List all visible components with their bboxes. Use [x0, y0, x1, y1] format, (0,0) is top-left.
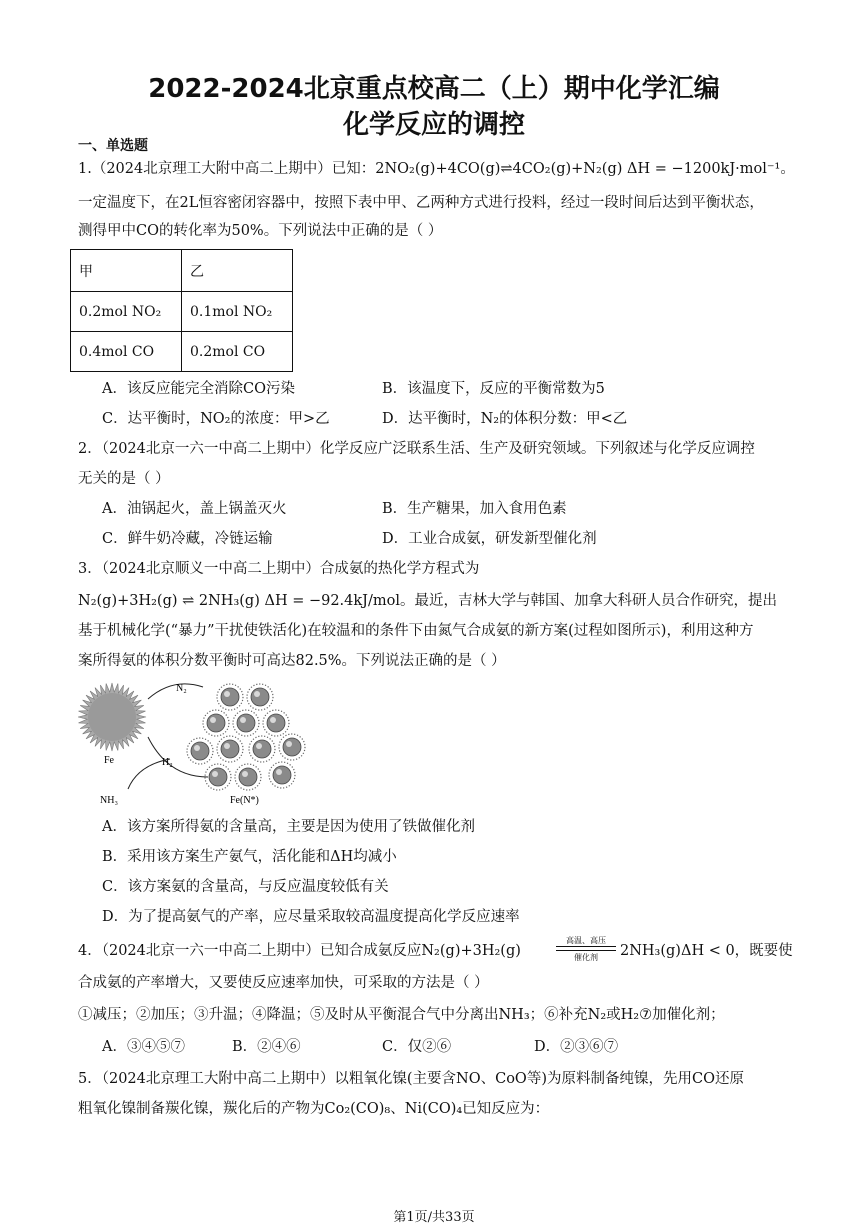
q4-stem-line2: 合成氨的产率增大，又要使反应速率加快，可采取的方法是（ ） [78, 975, 489, 991]
arrow-top-label: 高温、高压 [566, 936, 606, 945]
q3-option-b: B．采用该方案生产氨气，活化能和ΔH均减小 [102, 849, 397, 865]
q2-stem-line2: 无关的是（ ） [78, 471, 170, 487]
q1-option-d: D．达平衡时，N₂的体积分数：甲<乙 [382, 411, 628, 427]
q2-option-c: C．鲜牛奶冷藏，冷链运输 [102, 531, 273, 547]
q4-option-d: D．②③⑥⑦ [534, 1039, 619, 1055]
fe-atom [209, 768, 227, 786]
q1-stem-line3: 测得甲中CO的转化率为50%。下列说法中正确的是（ ） [78, 223, 443, 239]
fe-atom [221, 740, 239, 758]
q2-option-a: A．油锅起火，盖上锅盖灭火 [102, 501, 287, 517]
fe-atom-highlight [256, 743, 262, 749]
q3-option-a: A．该方案所得氨的含量高，主要是因为使用了铁做催化剂 [102, 819, 475, 835]
table-cell: 甲 [71, 250, 182, 292]
fe-atom-highlight [270, 717, 276, 723]
table-row [71, 250, 293, 292]
fe-atom [221, 688, 239, 706]
table-row [71, 292, 293, 332]
table-cell: 0.2mol CO [182, 332, 293, 372]
q3-stem-line4: 案所得氨的体积分数平衡时可高达82.5%。下列说法正确的是（ ） [78, 653, 506, 669]
q1-feed-table [70, 249, 293, 372]
q1-option-b: B．该温度下，反应的平衡常数为5 [382, 381, 605, 397]
fe-atom [267, 714, 285, 732]
q3-stem-line3: 基于机械化学(“暴力”干扰使铁活化)在较温和的条件下由氮气合成氨的新方案(过程如图所示)，利用这种方 [78, 623, 754, 639]
q1-stem-line2: 一定温度下，在2L恒容密闭容器中，按照下表中甲、乙两种方式进行投料，经过一段时间后达到平衡状态， [78, 195, 764, 211]
fe-atom-highlight [212, 771, 218, 777]
fe-atom-highlight [224, 691, 230, 697]
q3-stem-line1: 3．（2024北京顺义一中高二上期中）合成氨的热化学方程式为 [78, 561, 480, 577]
fe-atom [207, 714, 225, 732]
fe-atom [237, 714, 255, 732]
fe-atom [283, 738, 301, 756]
page-title: 2022-2024北京重点校高二（上）期中化学汇编 [148, 74, 720, 104]
table-cell: 乙 [182, 250, 293, 292]
fe-atom-highlight [254, 691, 260, 697]
ammonia-synthesis-figure [78, 677, 318, 807]
q4-condition-arrow [556, 936, 616, 962]
q2-option-b: B．生产糖果，加入食用色素 [382, 501, 567, 517]
fe-atom-highlight [276, 769, 282, 775]
q3-option-c: C．该方案氨的含量高，与反应温度较低有关 [102, 879, 389, 895]
q4-option-a: A．③④⑤⑦ [102, 1039, 185, 1055]
table-cell: 0.4mol CO [71, 332, 182, 372]
fe-atom-highlight [242, 771, 248, 777]
h2-label: H₂ [162, 757, 173, 768]
fe-atom [251, 688, 269, 706]
fen-label: Fe(N*) [230, 795, 259, 806]
fe-atom-highlight [286, 741, 292, 747]
q4-stem-line3: ①减压；②加压；③升温；④降温；⑤及时从平衡混合气中分离出NH₃；⑥补充N₂或H₂⑦加催化剂； [78, 1007, 725, 1023]
fe-atom [239, 768, 257, 786]
q1-option-a: A．该反应能完全消除CO污染 [102, 381, 295, 397]
fe-atom [191, 742, 209, 760]
table-cell: 0.2mol NO₂ [71, 292, 182, 332]
q3-stem-line2: N₂(g)+3H₂(g) ⇌ 2NH₃(g) ΔH = −92.4kJ/mol。最近，吉林大学与韩国、加拿大科研人员合作研究，提出 [78, 593, 777, 609]
q1-option-c: C．达平衡时，NO₂的浓度：甲>乙 [102, 411, 330, 427]
q3-option-d: D．为了提高氨气的产率，应尽量采取较高温度提高化学反应速率 [102, 909, 520, 925]
fe-atom-highlight [194, 745, 200, 751]
fe-atom [253, 740, 271, 758]
q4-option-c: C．仅②⑥ [382, 1039, 452, 1055]
q5-stem-line2: 粗氧化镍制备羰化镍，羰化后的产物为Co₂(CO)₈、Ni(CO)₄已知反应为： [78, 1101, 550, 1117]
fe-atom [273, 766, 291, 784]
page-footer: 第1页/共33页 [393, 1210, 475, 1225]
q5-stem-line1: 5．（2024北京理工大附中高二上期中）以粗氧化镍(主要含NO、CoO等)为原料制备纯镍，先用CO还原 [78, 1071, 744, 1087]
fe-particle-icon [78, 683, 146, 751]
fe-atom-highlight [224, 743, 230, 749]
table-row [71, 332, 293, 372]
q2-stem-line1: 2．（2024北京一六一中高二上期中）化学反应广泛联系生活、生产及研究领域。下列叙述与化学反应调控 [78, 441, 755, 457]
q4-option-b: B．②④⑥ [232, 1039, 301, 1055]
fe-atom-highlight [210, 717, 216, 723]
section-heading: 一、单选题 [78, 138, 148, 154]
page-subtitle: 化学反应的调控 [342, 110, 525, 140]
n2-label: N₂ [176, 683, 187, 694]
nh3-label: NH₃ [100, 795, 118, 806]
fe-label: Fe [104, 755, 114, 766]
table-cell: 0.1mol NO₂ [182, 292, 293, 332]
fe-atom-highlight [240, 717, 246, 723]
q1-stem-line1: 1.（2024北京理工大附中高二上期中）已知：2NO₂(g)+4CO(g)⇌4CO₂(g)+N₂(g) ΔH = −1200kJ·mol⁻¹。 [78, 161, 795, 177]
q4-stem-line1b: 2NH₃(g)ΔH < 0，既要使 [620, 943, 793, 959]
q2-option-d: D．工业合成氨，研发新型催化剂 [382, 531, 597, 547]
arrow-bottom-label: 催化剂 [574, 953, 598, 962]
q4-stem-line1a: 4．（2024北京一六一中高二上期中）已知合成氨反应N₂(g)+3H₂(g) [78, 943, 521, 959]
fe-n-cluster [187, 684, 305, 790]
